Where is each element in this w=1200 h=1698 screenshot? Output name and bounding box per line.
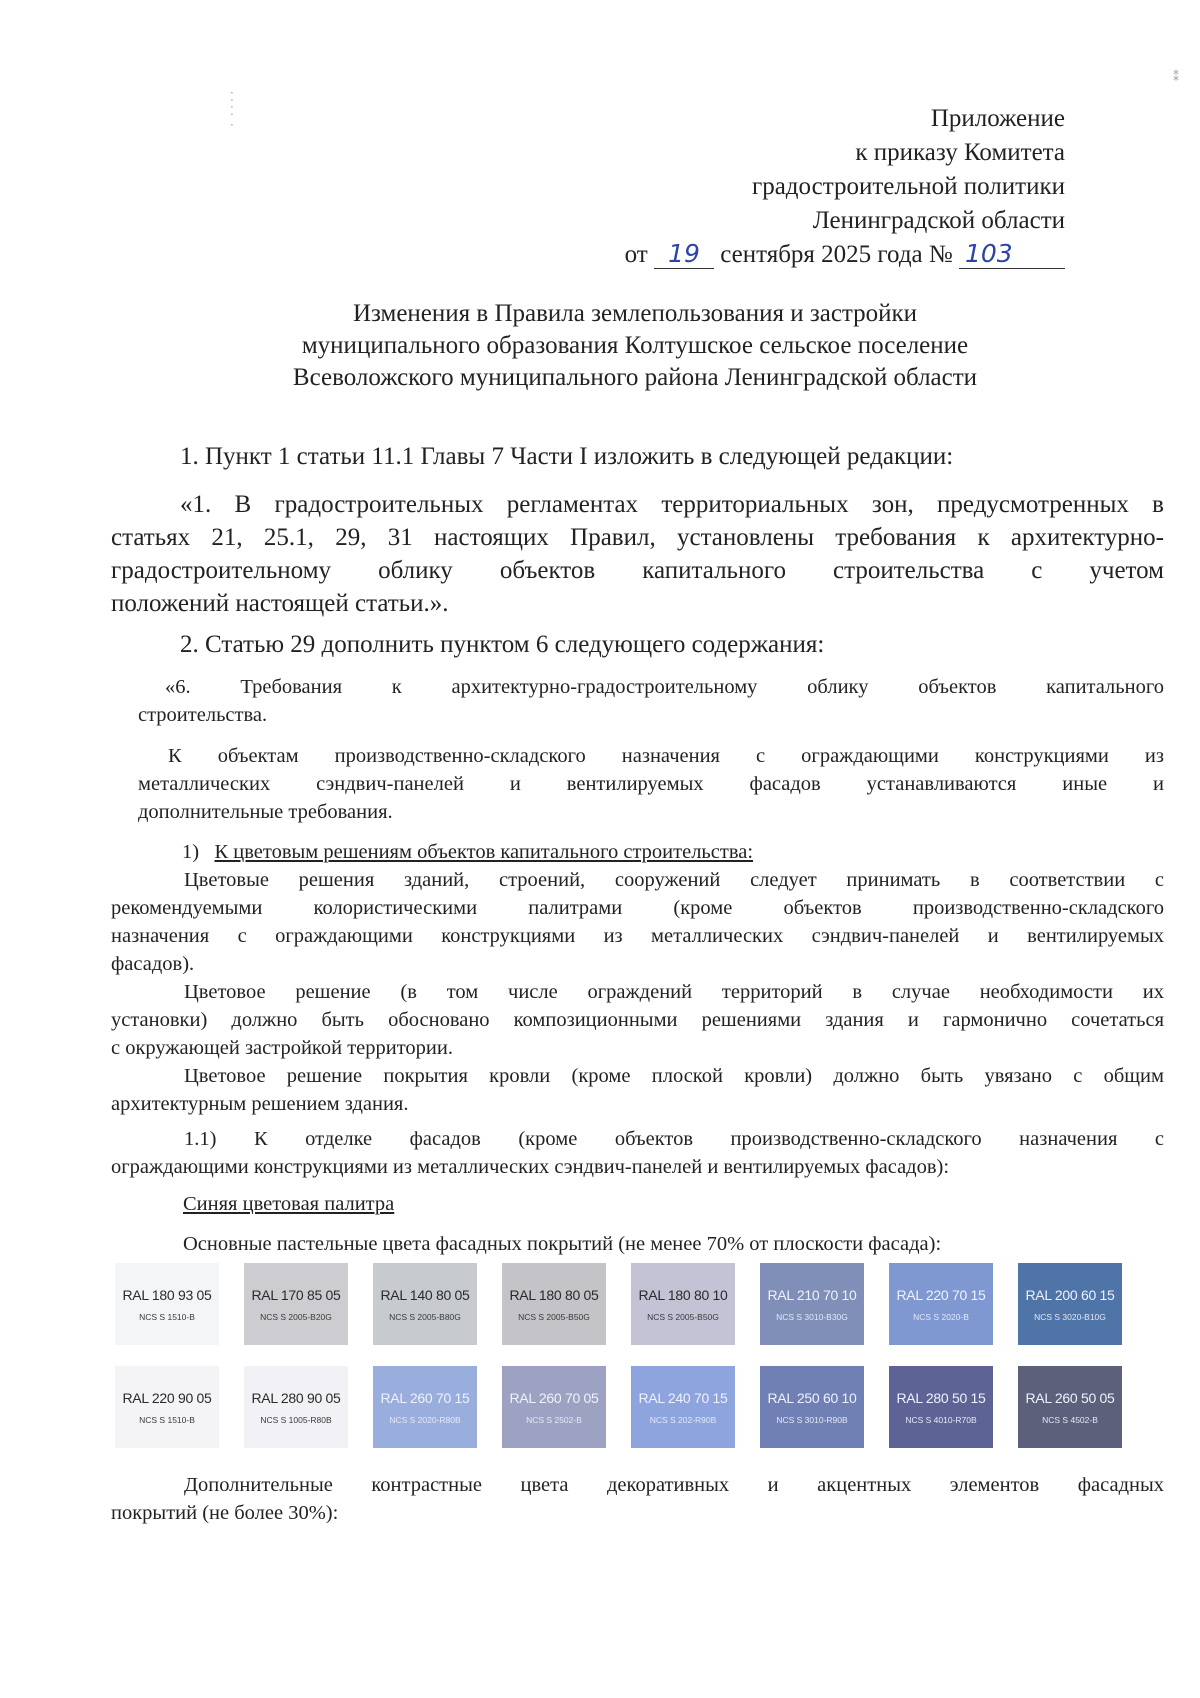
ncs-code: NCS S 4010-R70B (905, 1414, 977, 1425)
additional-colors-line: покрытий (не более 30%): (111, 1502, 339, 1524)
date-day-field (654, 241, 714, 269)
scan-mark: ⁑ (1173, 70, 1179, 84)
industrial-line: К объектам производственно-складского назначения с ограждающими конструкциями из (168, 745, 1164, 767)
subpoint-1-number: 1) (182, 841, 200, 863)
color-solutions-line: назначения с ограждающими конструкциями из металлических сэндвич-панелей и вентилируемых (111, 925, 1164, 947)
ral-code: RAL 260 70 05 (509, 1389, 599, 1406)
scan-marks: ⁚ ⁚ · (230, 90, 234, 132)
ral-code: RAL 170 85 05 (251, 1286, 341, 1303)
ncs-code: NCS S 1510-B (139, 1414, 195, 1425)
ncs-code: NCS S 2020-R80B (389, 1414, 461, 1425)
header-date-line (625, 238, 1065, 272)
color-swatch (502, 1366, 606, 1448)
ncs-code: NCS S 2020-B (913, 1311, 969, 1322)
ral-code: RAL 250 60 10 (767, 1389, 857, 1406)
title-line-3: Всеволожского муниципального района Ленинградской области (292, 364, 978, 391)
ral-code: RAL 220 90 05 (122, 1389, 212, 1406)
color-swatch (1018, 1366, 1122, 1448)
ncs-code: NCS S 3020-B10G (1034, 1311, 1106, 1322)
item-1-line: «1. В градостроительных регламентах территориальных зон, предусмотренных в (180, 491, 1164, 518)
ral-code: RAL 280 50 15 (896, 1389, 986, 1406)
ncs-code: NCS S 2005-B20G (260, 1311, 332, 1322)
date-prefix: от (624, 241, 648, 268)
ncs-code: NCS S 2005-B50G (518, 1311, 590, 1322)
color-swatch (502, 1263, 606, 1345)
ral-code: RAL 140 80 05 (380, 1286, 470, 1303)
document-title (0, 298, 1200, 394)
color-swatch (244, 1366, 348, 1448)
color-solutions-line: фасадов). (111, 953, 195, 975)
ncs-code: NCS S 202-R90B (649, 1414, 717, 1425)
ral-code: RAL 240 70 15 (638, 1389, 728, 1406)
item-1-line: положений настоящей статьи.». (111, 590, 449, 617)
color-swatch (631, 1366, 735, 1448)
header-line-3: градостроительной политики (751, 173, 1065, 200)
item-1-heading: 1. Пункт 1 статьи 11.1 Главы 7 Части I изложить в следующей редакции: (180, 443, 954, 470)
ral-code: RAL 180 93 05 (122, 1286, 212, 1303)
palette-title: Синяя цветовая палитра (183, 1193, 395, 1215)
color-solutions-line: Цветовые решения зданий, строений, сооружений следует принимать в соответствии с (184, 869, 1164, 891)
additional-colors-text (111, 1471, 1164, 1527)
ncs-code: NCS S 2005-B50G (647, 1311, 719, 1322)
color-swatch (373, 1263, 477, 1345)
color-solutions-line: рекомендуемыми колористическими палитрами (кроме объектов производственно-складского (111, 897, 1164, 919)
color-solution-line: с окружающей застройкой территории. (111, 1037, 453, 1059)
item-1-text (111, 488, 1164, 620)
point-6-line: «6. Требования к архитектурно-градостроительному облику объектов капитального (165, 676, 1164, 698)
color-swatch (760, 1263, 864, 1345)
ncs-code: NCS S 3010-R90B (776, 1414, 848, 1425)
date-middle: сентября 2025 года № (720, 241, 953, 268)
ral-code: RAL 220 70 15 (896, 1286, 986, 1303)
point-6-text (138, 673, 1164, 729)
item-2-heading: 2. Статью 29 дополнить пунктом 6 следующего содержания: (180, 631, 825, 658)
ral-code: RAL 260 50 05 (1025, 1389, 1115, 1406)
ncs-code: NCS S 4502-B (1042, 1414, 1098, 1425)
roof-color-line: архитектурным решением здания. (111, 1093, 409, 1115)
color-swatch (889, 1366, 993, 1448)
color-solution-line: установки) должно быть обосновано композиционными решениями здания и гармонично сочетаться (111, 1009, 1164, 1031)
color-swatch (1018, 1263, 1122, 1345)
ral-code: RAL 180 80 10 (638, 1286, 728, 1303)
facade-finish-line: ограждающими конструкциями из металлических сэндвич-панелей и вентилируемых фасадов): (111, 1156, 950, 1178)
header-line-2: к приказу Комитета (855, 139, 1065, 166)
color-swatch (244, 1263, 348, 1345)
header-line-4: Ленинградской области (812, 207, 1065, 234)
color-swatch (115, 1366, 219, 1448)
palette-main-colors-label: Основные пастельные цвета фасадных покрытий (не менее 70% от плоскости фасада): (183, 1233, 942, 1255)
color-solution-line: Цветовое решение (в том числе ограждений территорий в случае необходимости их (184, 981, 1164, 1003)
ral-code: RAL 210 70 10 (767, 1286, 857, 1303)
palette-row-2 (115, 1366, 1125, 1450)
ral-code: RAL 260 70 15 (380, 1389, 470, 1406)
point-6-line: строительства. (138, 704, 268, 726)
subpoint-1-heading (182, 838, 1082, 866)
order-number: 103 (965, 239, 1013, 268)
color-solution-fence-text (111, 978, 1164, 1062)
palette-row-1 (115, 1263, 1125, 1347)
appendix-header (625, 102, 1065, 272)
ncs-code: NCS S 2005-B80G (389, 1311, 461, 1322)
ral-code: RAL 280 90 05 (251, 1389, 341, 1406)
color-swatch (373, 1366, 477, 1448)
title-line-2: муниципального образования Колтушское сельское поселение (301, 332, 969, 359)
color-swatch (631, 1263, 735, 1345)
ncs-code: NCS S 3010-B30G (776, 1311, 848, 1322)
roof-color-line: Цветовое решение покрытия кровли (кроме плоской кровли) должно быть увязано с общим (184, 1065, 1164, 1087)
ncs-code: NCS S 1005-R80B (260, 1414, 332, 1425)
color-swatch (115, 1263, 219, 1345)
industrial-requirements (138, 742, 1164, 826)
roof-color-text (111, 1062, 1164, 1118)
date-day: 19 (668, 239, 700, 268)
item-1-line: статьях 21, 25.1, 29, 31 настоящих Правил, установлены требования к архитектурно- (111, 524, 1164, 551)
item-1-line: градостроительному облику объектов капитального строительства с учетом (111, 557, 1164, 584)
subpoint-1-title: К цветовым решениям объектов капитального строительства: (214, 841, 754, 863)
ral-code: RAL 180 80 05 (509, 1286, 599, 1303)
color-swatch (760, 1366, 864, 1448)
facade-finish-text (111, 1125, 1164, 1181)
ral-code: RAL 200 60 15 (1025, 1286, 1115, 1303)
industrial-line: дополнительные требования. (138, 801, 393, 823)
header-line-1: Приложение (930, 105, 1065, 132)
ncs-code: NCS S 1510-B (139, 1311, 195, 1322)
order-number-field (959, 241, 1065, 269)
facade-finish-line: 1.1) К отделке фасадов (кроме объектов производственно-складского назначения с (184, 1128, 1164, 1150)
title-line-1: Изменения в Правила землепользования и застройки (352, 300, 918, 327)
additional-colors-line: Дополнительные контрастные цвета декоративных и акцентных элементов фасадных (184, 1474, 1164, 1496)
color-solutions-text (111, 866, 1164, 978)
ncs-code: NCS S 2502-B (526, 1414, 582, 1425)
color-swatch (889, 1263, 993, 1345)
industrial-line: металлических сэндвич-панелей и вентилируемых фасадов устанавливаются иные и (138, 773, 1164, 795)
